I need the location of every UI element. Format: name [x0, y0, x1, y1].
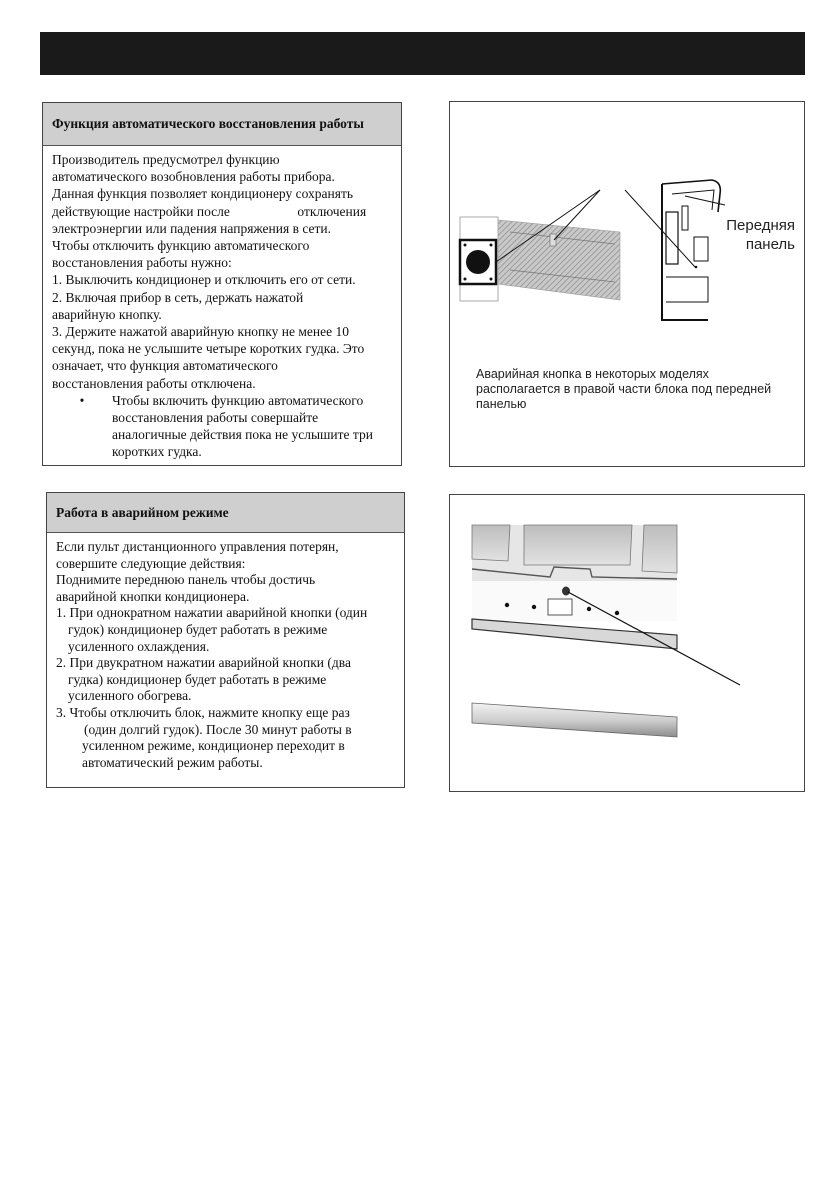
- emergency-mode-title: Работа в аварийном режиме: [47, 493, 404, 533]
- auto-restart-text: [43, 146, 401, 461]
- text-line: 1. Выключить кондиционер и отключить его от сети.: [52, 272, 356, 288]
- text-line: аварийную кнопку.: [52, 306, 162, 322]
- step-2: [56, 655, 395, 705]
- emergency-mode-text: [47, 533, 404, 771]
- text-line: коротких гудка.: [112, 444, 202, 460]
- front-panel-label-line: Передняя: [726, 217, 795, 234]
- text-line: 2. Включая прибор в сеть, держать нажатой: [52, 289, 304, 305]
- text-line: гудка) кондиционер будет работать в режиме: [68, 671, 327, 687]
- text-line: 2. При двукратном нажатии аварийной кнопки (два: [56, 655, 351, 671]
- text-line: усиленного охлаждения.: [68, 638, 210, 654]
- text-line: действующие настройки после отключения: [52, 203, 367, 219]
- text-line: восстановления работы отключена.: [52, 375, 256, 391]
- text-line: (один долгий гудок). После 30 минут работы в: [84, 721, 352, 737]
- emergency-button-location-figure: [449, 101, 805, 467]
- unit-front-illustration: [450, 495, 806, 793]
- text-line: Если пульт дистанционного управления потерян,: [56, 539, 339, 554]
- text-line: восстановления работы нужно:: [52, 255, 232, 271]
- text-line: аналогичные действия пока не услышите три: [112, 427, 373, 443]
- text-line: Чтобы включить функцию автоматического: [112, 392, 364, 408]
- caption-line: располагается в правой части блока под передней: [476, 382, 772, 396]
- step-3: [56, 705, 395, 771]
- unit-illustration: [450, 102, 806, 468]
- caption-line: Аварийная кнопка в некоторых моделях: [476, 367, 709, 381]
- text-line: аварийной кнопки кондиционера.: [56, 588, 250, 604]
- text-line: секунд, пока не услышите четыре коротких гудка. Это: [52, 341, 365, 357]
- text-line: 3. Держите нажатой аварийную кнопку не менее 10: [52, 324, 349, 340]
- text-line: означает, что функция автоматического: [52, 358, 278, 374]
- text-line: автоматического возобновления работы прибора.: [52, 169, 335, 185]
- text-line: 3. Чтобы отключить блок, нажмите кнопку еще раз: [56, 704, 350, 720]
- text-line: совершите следующие действия:: [56, 555, 246, 571]
- text-line: гудок) кондиционер будет работать в режиме: [68, 621, 328, 637]
- auto-restart-title: Функция автоматического восстановления работы: [43, 103, 401, 146]
- emergency-mode-section: [46, 492, 405, 788]
- bullet-item: [52, 392, 392, 461]
- text-line: восстановления работы совершайте: [112, 410, 319, 426]
- text-line: усиленного обогрева.: [68, 688, 192, 704]
- text-line: Чтобы отключить функцию автоматического: [52, 238, 310, 254]
- figure-caption: [476, 367, 796, 412]
- step-1: [56, 605, 395, 655]
- caption-line: панелью: [476, 397, 527, 411]
- bullet-icon: •: [79, 392, 85, 408]
- front-panel-label-line: панель: [745, 236, 795, 253]
- front-panel-label: [715, 216, 795, 254]
- text-line: 1. При однократном нажатии аварийной кнопки (один: [56, 605, 368, 621]
- text-line: электроэнергии или падения напряжения в сети.: [52, 220, 331, 236]
- text-line: автоматический режим работы.: [82, 754, 263, 770]
- text-line: Поднимите переднюю панель чтобы достичь: [56, 572, 316, 588]
- emergency-button-photo-figure: [449, 494, 805, 792]
- text-line: Производитель предусмотрел функцию: [52, 152, 280, 167]
- text-line: Данная функция позволяет кондиционеру сохранять: [52, 186, 354, 202]
- auto-restart-section: [42, 102, 402, 466]
- text-line: усиленном режиме, кондиционер переходит в: [82, 738, 345, 754]
- page-header-bar: [40, 32, 805, 75]
